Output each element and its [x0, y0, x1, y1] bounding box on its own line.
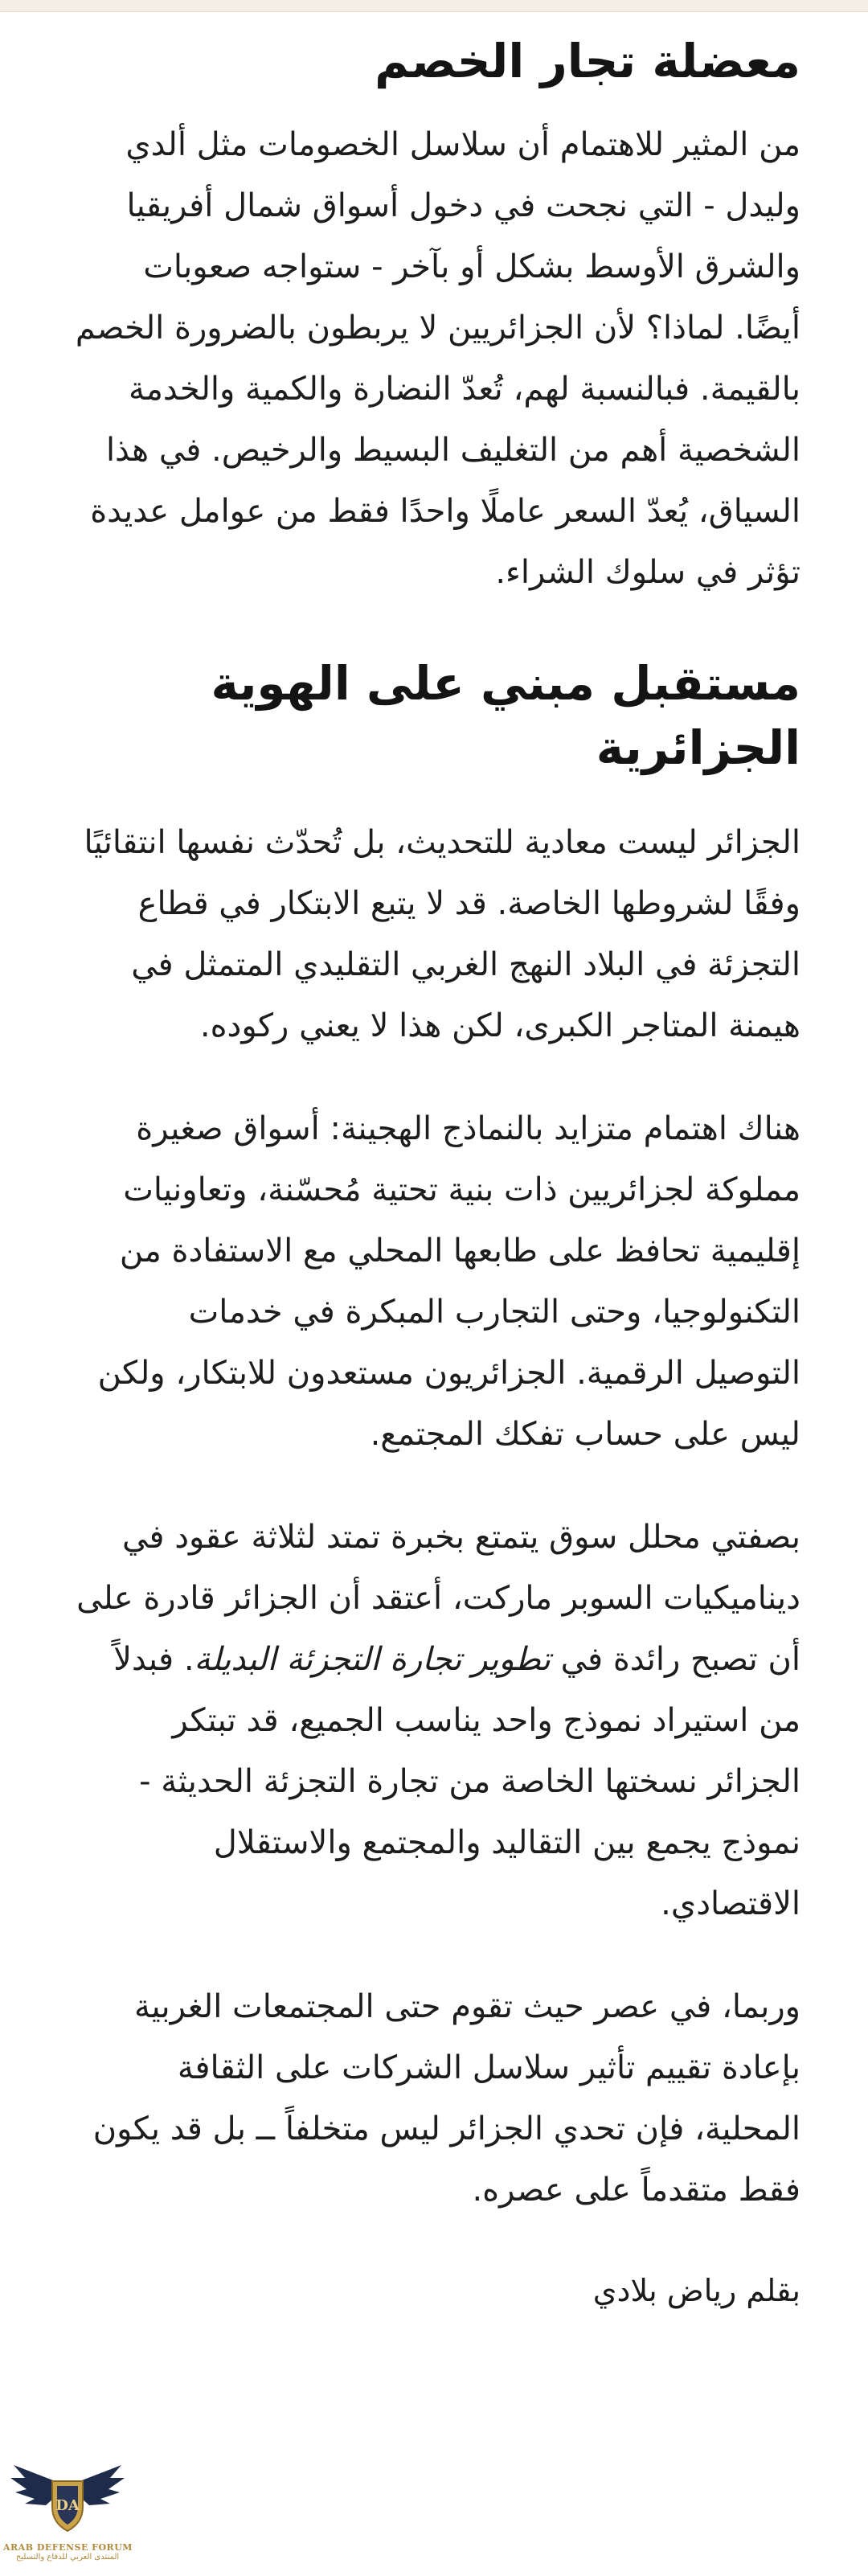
paragraph-conclusion: وربما، في عصر حيث تقوم حتى المجتمعات الغربية بإعادة تقييم تأثير سلاسل الشركات على الثقافة المحلية، فإن تحدي الجزائر ليس متخلفاً ــ بل قد يكون فقط متقدماً على عصره.	[92, 1988, 800, 2209]
paragraph-analyst-view	[74, 1507, 800, 1934]
paragraph-modernization: الجزائر ليست معادية للتحديث، بل تُحدّث نفسها انتقائيًا وفقًا لشروطها الخاصة. قد لا يتبع الابتكار في قطاع التجزئة في البلاد النهج الغربي التقليدي المتمثل في هيمنة المتاجر الكبرى، لكن هذا لا يعني ركوده.	[84, 824, 800, 1044]
heading-discount-dilemma: معضلة تجار الخصم	[375, 34, 800, 88]
forum-watermark-logo	[3, 2454, 132, 2573]
top-strip	[0, 0, 868, 12]
logo-forum-name: ARAB DEFENSE FORUM	[3, 2542, 133, 2553]
emphasis-alternative-retail: تطوير تجارة التجزئة البديلة	[194, 1641, 551, 1678]
paragraph-analyst-view-end: . فبدلاً من استيراد نموذج واحد يناسب الجميع، قد تبتكر الجزائر نسختها الخاصة من تجارة التجزئة الحديثة - نموذج يجمع بين التقاليد والمجتمع والاستقلال الاقتصادي.	[113, 1641, 800, 1922]
heading-algerian-identity: مستقبل مبني على الهوية الجزائرية	[211, 656, 800, 775]
eagle-emblem-icon	[7, 2454, 128, 2541]
logo-initials: DA	[55, 2497, 80, 2514]
paragraph-analyst-view-start: بصفتي محلل سوق يتمتع بخبرة تمتد لثلاثة عقود في ديناميكيات السوبر ماركت، أعتقد أن الجزائر قادرة على أن تصبح رائدة في	[76, 1519, 800, 1678]
logo-forum-subtitle: المنتدى العربي للدفاع والتسليح	[15, 2553, 120, 2562]
paragraph-discount-chains: من المثير للاهتمام أن سلاسل الخصومات مثل ألدي وليدل - التي نجحت في دخول أسواق شمال أفريقيا والشرق الأوسط بشكل أو بآخر - ستواجه صعوبات أيضًا. لماذا؟ لأن الجزائريين لا يربطون بالضرورة الخصم بالقيمة. فبالنسبة لهم، تُعدّ النضارة والكمية والخدمة الشخصية أهم من التغليف البسيط والرخيص. في هذا السياق، يُعدّ السعر عاملًا واحدًا فقط من عوامل عديدة تؤثر في سلوك الشراء.	[75, 126, 800, 591]
author-signature: بقلم رياض بلادي	[592, 2273, 800, 2308]
article-body	[74, 29, 800, 2319]
paragraph-hybrid-models: هناك اهتمام متزايد بالنماذج الهجينة: أسواق صغيرة مملوكة لجزائريين ذات بنية تحتية مُحسّنة، وتعاونيات إقليمية تحافظ على طابعها المحلي مع الاستفادة من التكنولوجيا، وحتى التجارب المبكرة في خدمات التوصيل الرقمية. الجزائريون مستعدون للابتكار، ولكن ليس على حساب تفكك المجتمع.	[97, 1110, 800, 1453]
